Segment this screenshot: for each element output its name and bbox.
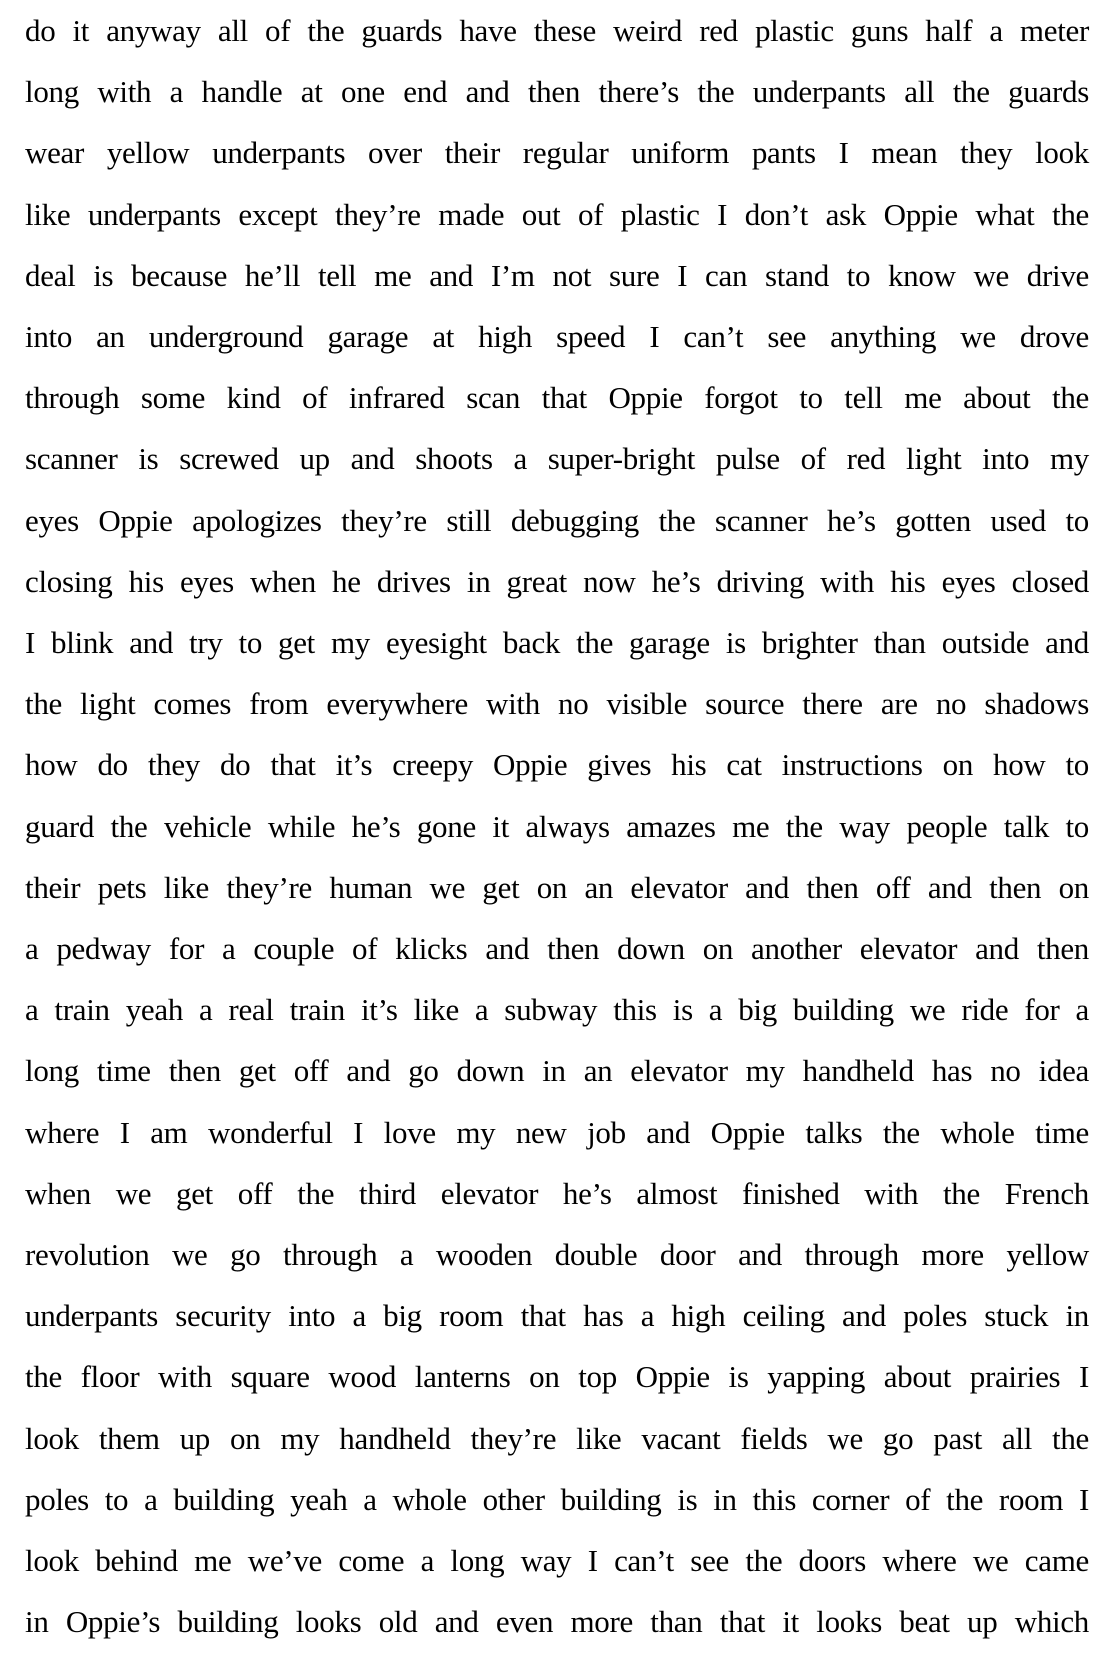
text-line: their pets like they’re human we get on an elevator and then off and then on — [25, 869, 1089, 905]
text-line: do it anyway all of the guards have these weird red plastic guns half a meter — [25, 13, 1089, 48]
text-line: underpants security into a big room that has a high ceiling and poles stuck in — [25, 1298, 1089, 1334]
text-line: scanner is screwed up and shoots a super-bright pulse of red light into my — [25, 441, 1089, 477]
text-line: a train yeah a real train it’s like a subway this is a big building we ride for a — [25, 992, 1089, 1028]
text-line: look behind me we’ve come a long way I can’t see the doors where we came — [25, 1543, 1089, 1579]
text-line: guard the vehicle while he’s gone it always amazes me the way people talk to — [25, 808, 1089, 844]
text-line: closing his eyes when he drives in great now he’s driving with his eyes closed — [25, 563, 1089, 599]
text-line: through some kind of infrared scan that Oppie forgot to tell me about the — [25, 380, 1089, 416]
text-line: into an underground garage at high speed I can’t see anything we drove — [25, 319, 1089, 355]
text-line: when we get off the third elevator he’s almost finished with the French — [25, 1175, 1089, 1211]
text-line: a pedway for a couple of klicks and then down on another elevator and then — [25, 931, 1089, 967]
text-line: deal is because he’ll tell me and I’m not sure I can stand to know we drive — [25, 257, 1089, 293]
text-line: poles to a building yeah a whole other building is in this corner of the room I — [25, 1481, 1089, 1517]
text-line: eyes Oppie apologizes they’re still debugging the scanner he’s gotten used to — [25, 502, 1089, 538]
text-line: long time then get off and go down in an elevator my handheld has no idea — [25, 1053, 1089, 1089]
text-line: long with a handle at one end and then there’s the underpants all the guards — [25, 74, 1089, 110]
text-line: in Oppie’s building looks old and even more than that it looks beat up which — [25, 1604, 1089, 1640]
text-line: where I am wonderful I love my new job and Oppie talks the whole time — [25, 1114, 1089, 1150]
text-line: look them up on my handheld they’re like vacant fields we go past all the — [25, 1420, 1089, 1456]
text-line: I blink and try to get my eyesight back the garage is brighter than outside and — [25, 625, 1089, 661]
text-line: wear yellow underpants over their regular uniform pants I mean they look — [25, 135, 1089, 171]
text-line: the floor with square wood lanterns on top Oppie is yapping about prairies I — [25, 1359, 1089, 1395]
text-line: like underpants except they’re made out of plastic I don’t ask Oppie what the — [25, 196, 1089, 232]
text-line: the light comes from everywhere with no visible source there are no shadows — [25, 686, 1089, 722]
text-line: revolution we go through a wooden double door and through more yellow — [25, 1237, 1089, 1273]
text-line: how do they do that it’s creepy Oppie gives his cat instructions on how to — [25, 747, 1089, 783]
